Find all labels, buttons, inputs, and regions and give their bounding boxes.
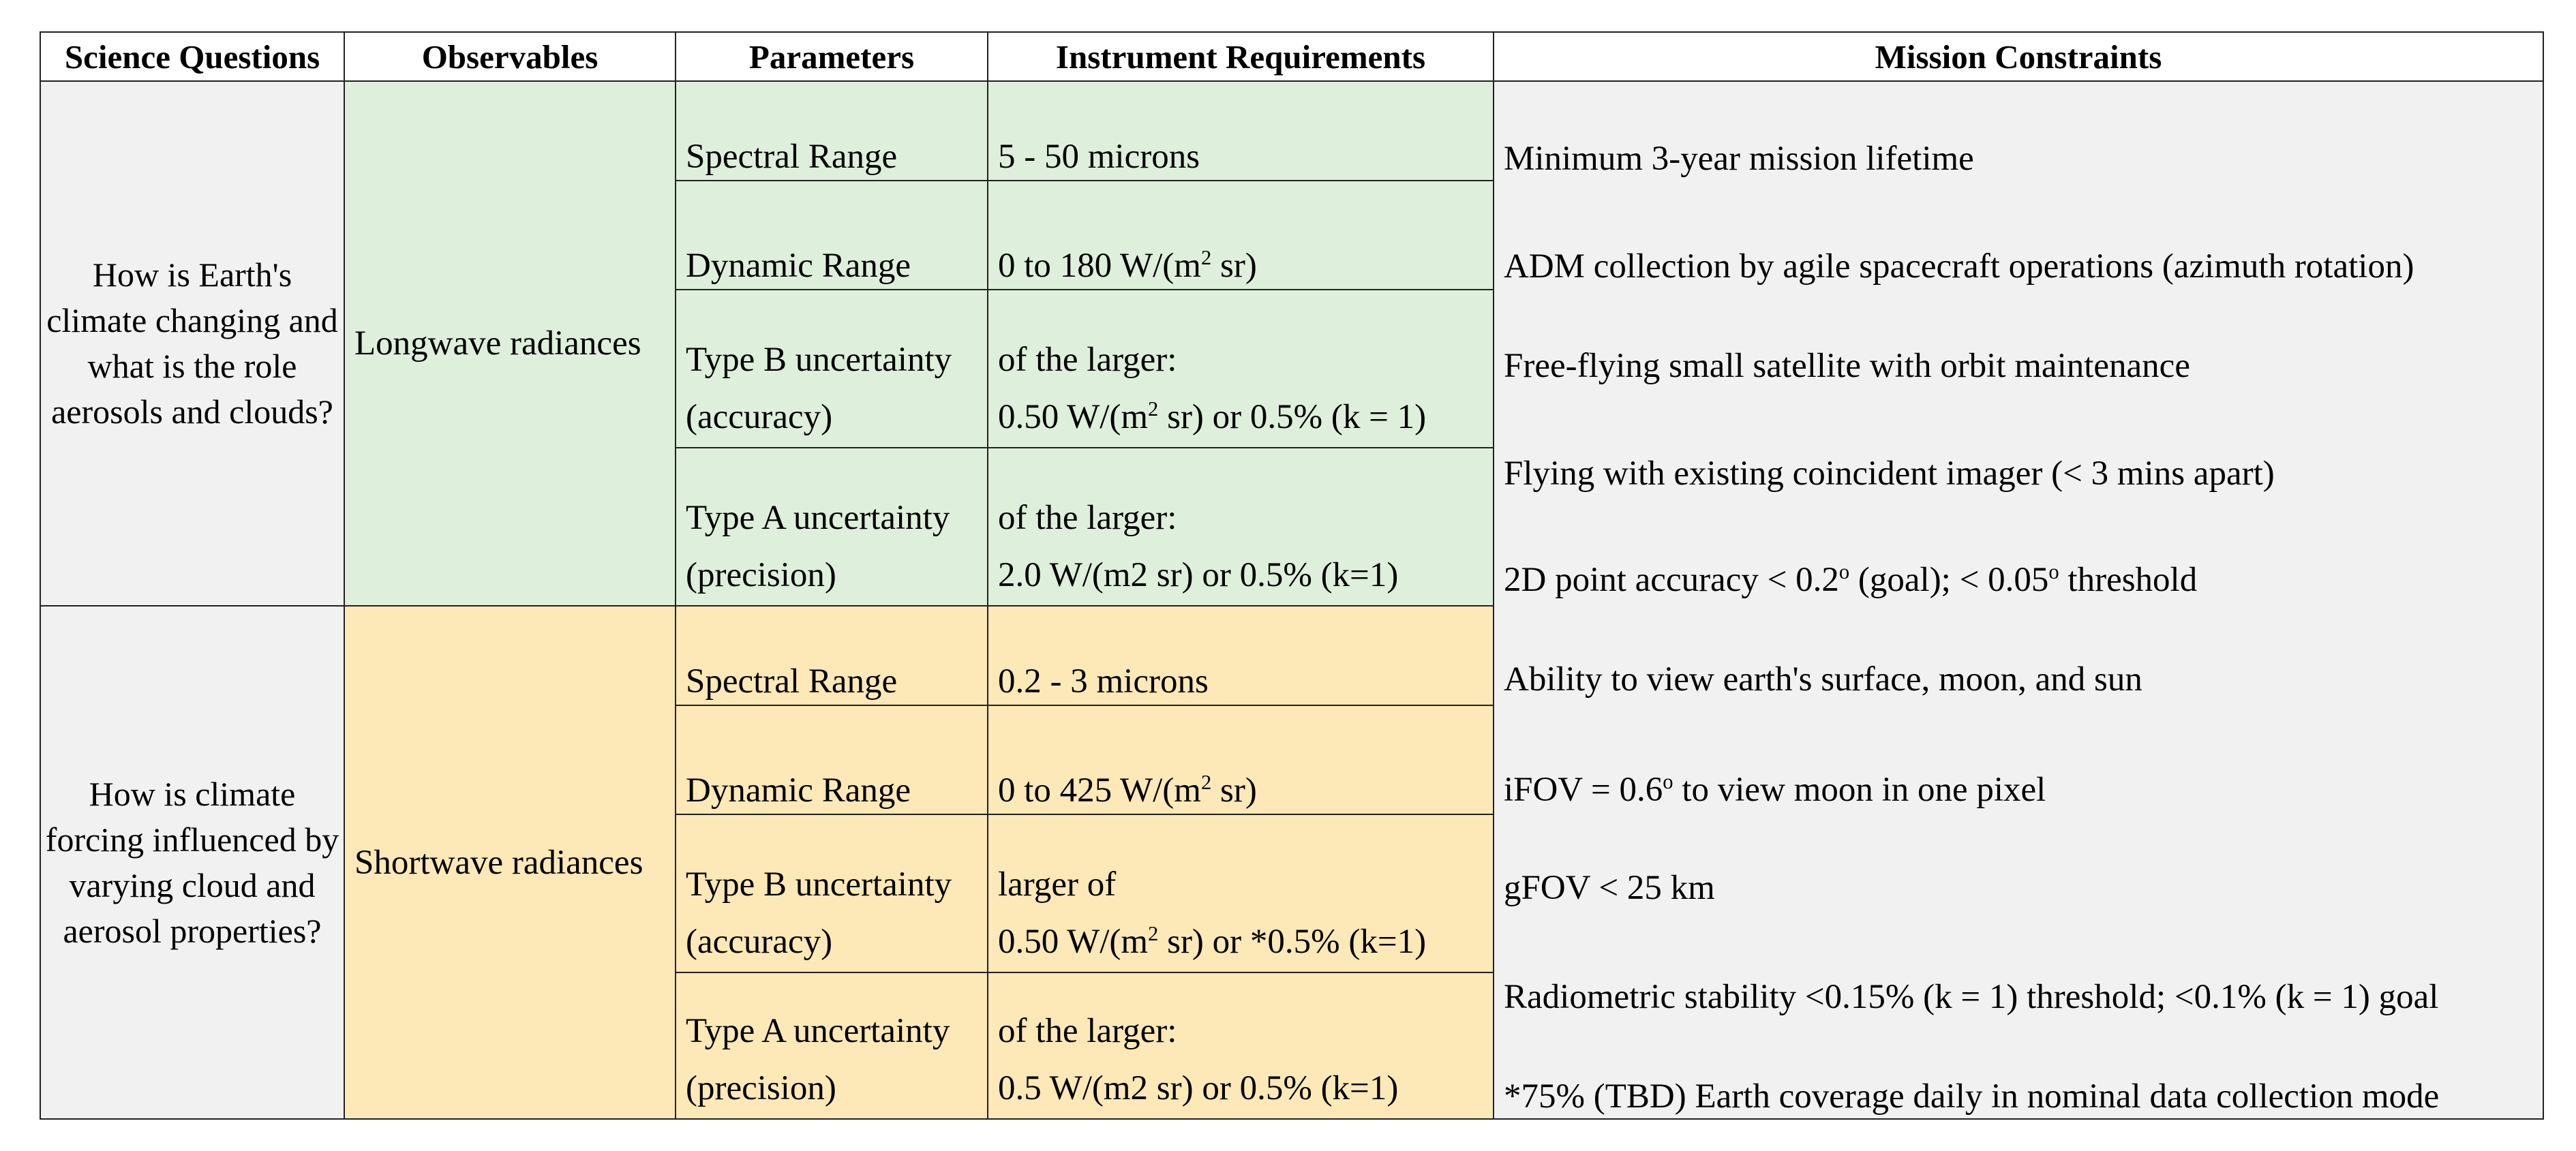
req-lw-type-a xyxy=(988,448,1494,607)
param-sw-type-a xyxy=(676,973,988,1120)
observable-longwave: Longwave radiances xyxy=(345,82,676,607)
param-sw-type-a-line2: (precision) xyxy=(686,1069,836,1107)
constraint-point-accuracy: 2D point accuracy < $0.2^o$ (goal); < $0.05^o$ threshold xyxy=(1504,560,2198,599)
header-parameters: Parameters xyxy=(676,31,988,82)
req-sw-type-b-line1: larger of xyxy=(998,865,1117,904)
param-lw-type-b xyxy=(676,290,988,448)
req-sw-type-a xyxy=(988,973,1494,1120)
param-sw-type-b xyxy=(676,815,988,973)
req-sw-type-b-line2: 0.50 $W/(m^2$ sr) or *0.5% (k=1) xyxy=(998,922,1427,961)
param-lw-spectral-range: Spectral Range xyxy=(676,82,988,181)
req-sw-type-a-line2: 0.5 W/(m2 sr) or 0.5% (k=1) xyxy=(998,1069,1399,1107)
constraint-view-targets: Ability to view earth's surface, moon, and sun xyxy=(1504,660,2142,699)
header-instrument-requirements: Instrument Requirements xyxy=(988,31,1494,82)
param-sw-dynamic-range: Dynamic Range xyxy=(676,706,988,815)
param-sw-type-a-line1: Type A uncertainty xyxy=(686,1012,950,1050)
req-lw-type-b-line2: 0.50 $W/(m^2$ sr) or 0.5% (k = 1) xyxy=(998,397,1427,436)
science-question-shortwave: How is climate forcing influenced by varying cloud and aerosol properties? xyxy=(40,607,345,1120)
req-sw-type-a-line1: of the larger: xyxy=(998,1012,1177,1050)
header-science-questions: Science Questions xyxy=(40,31,345,82)
param-lw-dynamic-range: Dynamic Range xyxy=(676,181,988,290)
req-sw-spectral-range: 0.2 - 3 microns xyxy=(988,607,1494,706)
param-lw-type-a xyxy=(676,448,988,607)
science-traceability-matrix xyxy=(40,31,2544,1120)
constraint-coincident-imager: Flying with existing coincident imager (< 3 mins apart) xyxy=(1504,455,2275,493)
header-observables: Observables xyxy=(345,31,676,82)
constraint-adm-collection: ADM collection by agile spacecraft operations (azimuth rotation) xyxy=(1504,247,2414,286)
req-lw-type-a-line1: of the larger: xyxy=(998,499,1177,537)
param-sw-spectral-range: Spectral Range xyxy=(676,607,988,706)
observable-shortwave: Shortwave radiances xyxy=(345,607,676,1120)
param-lw-type-a-line2: (precision) xyxy=(686,556,836,594)
param-lw-type-b-line2: (accuracy) xyxy=(686,398,833,436)
param-sw-type-b-line2: (accuracy) xyxy=(686,923,833,961)
constraint-radiometric-stability: Radiometric stability <0.15% (k = 1) threshold; <0.1% (k = 1) goal xyxy=(1504,978,2439,1016)
param-sw-type-b-line1: Type B uncertainty xyxy=(686,865,952,904)
req-lw-type-b xyxy=(988,290,1494,448)
req-lw-type-b-line1: of the larger: xyxy=(998,341,1177,379)
mission-constraints-cell xyxy=(1494,82,2544,1120)
req-lw-type-a-line2: 2.0 W/(m2 sr) or 0.5% (k=1) xyxy=(998,556,1399,594)
param-lw-type-b-line1: Type B uncertainty xyxy=(686,341,952,379)
constraint-lifetime: Minimum 3-year mission lifetime xyxy=(1504,140,1974,178)
req-sw-dynamic-range-text: 0 to 425 $W/(m^2$ sr) xyxy=(998,771,1257,810)
constraint-ifov: iFOV = $0.6^o$ to view moon in one pixel xyxy=(1504,770,2046,809)
req-lw-spectral-range: 5 - 50 microns xyxy=(988,82,1494,181)
req-sw-type-b xyxy=(988,815,1494,973)
constraint-free-flying: Free-flying small satellite with orbit maintenance xyxy=(1504,347,2190,385)
header-mission-constraints: Mission Constraints xyxy=(1494,31,2544,82)
constraint-earth-coverage: *75% (TBD) Earth coverage daily in nominal data collection mode xyxy=(1504,1077,2440,1116)
req-lw-dynamic-range xyxy=(988,181,1494,290)
req-sw-dynamic-range xyxy=(988,706,1494,815)
science-question-longwave: How is Earth's climate changing and what is the role aerosols and clouds? xyxy=(40,82,345,607)
req-lw-dynamic-range-text: 0 to 180 $W/(m^2$ sr) xyxy=(998,246,1257,285)
param-lw-type-a-line1: Type A uncertainty xyxy=(686,499,950,537)
constraint-gfov: gFOV < 25 km xyxy=(1504,869,1715,907)
